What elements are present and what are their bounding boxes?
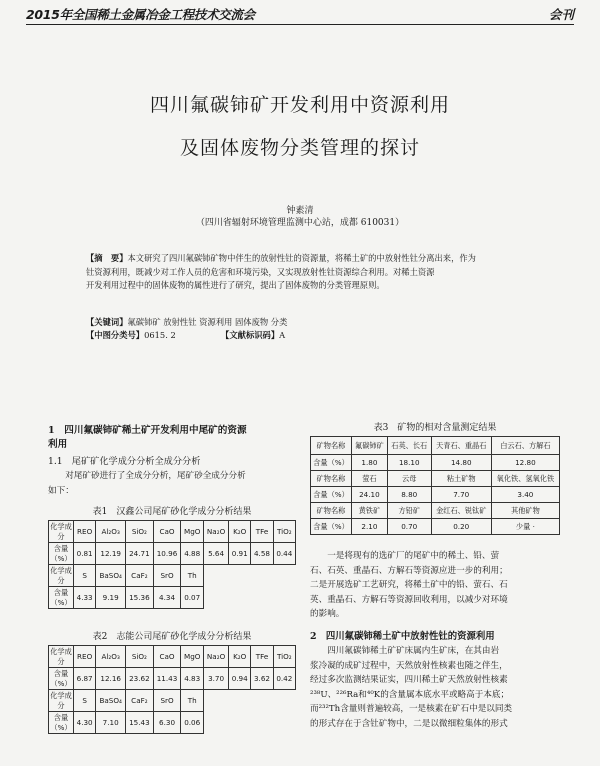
table1-cell (204, 565, 229, 587)
table3-cell: 7.70 (431, 487, 491, 503)
table2-cell: 3.62 (251, 668, 273, 690)
table1-cell: 5.64 (204, 543, 229, 565)
table2-cell: 含量（%） (50, 668, 72, 688)
table2-cell: SrO (153, 690, 181, 712)
abstract-line2: 钍资源利用，既减少对工作人员的危害和环境污染，又实现放射性钍资源综合利用。对稀土资源 (86, 266, 435, 277)
table1-cell: Th (181, 565, 204, 587)
table2-cell (251, 690, 273, 712)
table2-cell (273, 690, 295, 712)
table3-row (311, 487, 560, 503)
table1 (48, 520, 296, 609)
table1-cell: 含量（%） (50, 587, 72, 607)
table2-cell: TFe (251, 646, 273, 668)
table3-cell: 12.80 (491, 455, 559, 471)
table2-cell: TiO₂ (273, 646, 295, 668)
table1-cell (229, 565, 251, 587)
table1-row (49, 521, 296, 543)
table3-cell: 石英、长石 (387, 437, 431, 455)
table3-cell: 14.80 (431, 455, 491, 471)
table2-cell: 0.06 (181, 712, 204, 734)
table3-cell: 其他矿物 (491, 503, 559, 519)
table1-cell: CaO (153, 521, 181, 543)
table1-cell: TiO₂ (273, 521, 295, 543)
section1-heading: 1 四川氟碳铈矿稀土矿开发利用中尾矿的资源 (48, 425, 247, 436)
table2-cell: REO (74, 646, 96, 668)
section2-body (310, 644, 560, 732)
table1-cell: 4.58 (251, 543, 273, 565)
table1-row (49, 587, 296, 609)
table3-cell: 黄铁矿 (352, 503, 388, 519)
table3-cell: 含量（%） (311, 487, 352, 503)
left-column (48, 424, 296, 734)
table2-row (49, 646, 296, 668)
table2-row (49, 668, 296, 690)
table3-caption: 表3 矿物的相对含量测定结果 (373, 423, 497, 433)
table3-cell: 天青石、重晶石 (431, 437, 491, 455)
table2-cell: 4.30 (74, 712, 96, 734)
table3-cell: 0.70 (387, 519, 431, 535)
right-column (310, 414, 560, 732)
table2-cell (204, 690, 229, 712)
right-paragraph (310, 549, 560, 622)
table1-cell: SrO (153, 565, 181, 587)
table3-cell: 0.20 (431, 519, 491, 535)
table1-cell: 4.88 (181, 543, 204, 565)
table3-cell: 18.10 (387, 455, 431, 471)
table1-cell: REO (74, 521, 96, 543)
table2-cell (273, 712, 295, 734)
table3-cell: 矿物名称 (311, 471, 352, 487)
table2-cell (229, 712, 251, 734)
section2-line5: 而²³²Th含量则普遍较高，一是核素在矿石中是以同类 (310, 704, 513, 715)
table2-cell: Th (181, 690, 204, 712)
table1-cell: BaSO₄ (96, 565, 126, 587)
keywords-block (86, 316, 526, 342)
table2-cell: 化学成分 (50, 646, 72, 666)
running-header (0, 0, 600, 28)
table1-cell: TFe (251, 521, 273, 543)
header-conference-name: 2015年全国稀土金属冶金工程技术交流会 (26, 7, 255, 22)
table1-cell (229, 587, 251, 609)
table1-cell: MgO (181, 521, 204, 543)
table3-row (311, 455, 560, 471)
table2-cell: 7.10 (96, 712, 126, 734)
table2-cell: SiO₂ (126, 646, 154, 668)
table1-cell (251, 587, 273, 609)
table1-cell: 4.34 (153, 587, 181, 609)
paper-title-line2: 及固体废物分类管理的探讨 (179, 137, 420, 159)
table1-cell: K₂O (229, 521, 251, 543)
table2-cell: 15.43 (126, 712, 154, 734)
table1-cell: SiO₂ (126, 521, 154, 543)
table3-cell: 3.40 (491, 487, 559, 503)
table3-cell: 氧化铁、氢氧化铁 (491, 471, 559, 487)
section1-para-cont: 如下： (48, 485, 74, 496)
table2-cell: Al₂O₃ (96, 646, 126, 668)
table1-cell (204, 587, 229, 609)
table1-cell: 15.36 (126, 587, 154, 609)
table1-cell: 24.71 (126, 543, 154, 565)
table2-cell: 11.43 (153, 668, 181, 690)
table2-row (49, 712, 296, 734)
table3-cell: 金红石、锐钛矿 (431, 503, 491, 519)
table2-cell (251, 712, 273, 734)
table2-cell: K₂O (229, 646, 251, 668)
section2-line1: 四川氟碳铈稀土矿矿床属内生矿床，在其由岩 (327, 645, 500, 656)
table1-cell: CaF₂ (126, 565, 154, 587)
table3-cell: 含量（%） (311, 455, 352, 471)
table2-cell: 4.83 (181, 668, 204, 690)
abstract-line3: 开发利用过程中的固体废物的属性进行了研究，提出了固体废物的分类管理原则。 (86, 280, 385, 290)
keywords: 【关键词】氟碳铈矿 放射性钍 资源利用 固体废物 分类 (86, 317, 288, 327)
table1-cell: 0.07 (181, 587, 204, 609)
table1-cell (251, 565, 273, 587)
table3-cell: 萤石 (352, 471, 388, 487)
table2-cell: 0.42 (273, 668, 295, 690)
table2-row (49, 690, 296, 712)
table2-cell (204, 712, 229, 734)
table2-cell: 12.16 (96, 668, 126, 690)
abstract-line1: 【摘 要】本文研究了四川氟碳铈矿物中伴生的放射性钍的资源量，将稀土矿的中放射性钍分离出来，作为 (86, 253, 476, 263)
table1-cell (273, 587, 295, 609)
table3 (310, 436, 560, 535)
table1-row (49, 543, 296, 565)
table2-cell: 23.62 (126, 668, 154, 690)
paper-title-line1: 四川氟碳铈矿开发利用中资源利用 (149, 94, 450, 116)
section2-heading: 2 四川氟碳铈稀土矿中放射性钍的资源利用 (310, 630, 495, 642)
table1-cell: 10.96 (153, 543, 181, 565)
table3-cell: 粘土矿物 (431, 471, 491, 487)
header-rule (26, 24, 574, 25)
table2-caption: 表2 志能公司尾矿砂化学成分分析结果 (92, 632, 252, 642)
table1-cell: 0.81 (74, 543, 96, 565)
table2-cell: 6.30 (153, 712, 181, 734)
table3-row (311, 437, 560, 455)
right-para-line4: 英、重晶石、方解石等资源回收利用，以减少对环境 (310, 594, 508, 605)
section2-line2: 浆冷凝的成矿过程中，天然放射性核素也随之伴生， (310, 660, 508, 671)
section2-line3: 经过多次监测结果证实，四川稀土矿天然放射性核素 (310, 675, 508, 686)
right-para-line2: 石、石英、重晶石、方解石等资源应进一步的利用； (310, 565, 508, 576)
table1-cell: 4.33 (74, 587, 96, 609)
right-para-line5: 的影响。 (310, 609, 345, 620)
table1-cell: Na₂O (204, 521, 229, 543)
table3-cell: 氟碳铈矿 (352, 437, 388, 455)
table2-cell: 3.70 (204, 668, 229, 690)
section1-para: 对尾矿砂进行了全成分分析，尾矿砂全成分分析 (65, 471, 246, 481)
table3-row (311, 519, 560, 535)
table3-cell: 白云石、方解石 (491, 437, 559, 455)
table1-caption: 表1 汉鑫公司尾矿砂化学成分分析结果 (92, 507, 252, 517)
table2-cell: 含量（%） (50, 712, 72, 732)
table2-cell: Na₂O (204, 646, 229, 668)
table1-cell: 0.44 (273, 543, 295, 565)
classification: 【中图分类号】0615. 2 【文献标识码】A (86, 330, 286, 340)
section2-line6: 的形式存在于含钍矿物中，二是以微细粒集体的形式 (310, 718, 508, 729)
header-section-label: 会刊 (548, 7, 574, 22)
table1-cell: 9.19 (96, 587, 126, 609)
table1-cell: Al₂O₃ (96, 521, 126, 543)
section1-heading-cont: 利用 (48, 439, 68, 450)
table3-cell: 方铅矿 (387, 503, 431, 519)
table2-cell: BaSO₄ (96, 690, 126, 712)
table2-cell: 化学成分 (50, 690, 72, 710)
table3-row (311, 471, 560, 487)
right-para-line1: 一是将现有的选矿厂的尾矿中的稀土、铅、萤 (327, 551, 500, 561)
table2-cell (229, 690, 251, 712)
table1-cell: 12.19 (96, 543, 126, 565)
table3-cell: 云母 (387, 471, 431, 487)
table1-cell (273, 565, 295, 587)
abstract (86, 252, 526, 293)
table3-row (311, 503, 560, 519)
author-name: 钟素清 (286, 206, 314, 216)
table1-cell: S (74, 565, 96, 587)
table1-cell: 化学成分 (50, 521, 72, 541)
right-para-line3: 二是开展选矿工艺研究，将稀土矿中的铅、萤石、石 (310, 580, 508, 591)
table3-cell: 含量（%） (311, 519, 352, 535)
section2-line4: ²³⁸U、²²⁶Ra和⁴⁰K的含量属本底水平或略高于本底； (310, 689, 510, 700)
table1-cell: 化学成分 (50, 565, 72, 585)
table2-cell: MgO (181, 646, 204, 668)
table3-cell: 少量 · (491, 519, 559, 535)
table3-cell: 矿物名称 (311, 437, 352, 455)
table3-cell: 2.10 (352, 519, 388, 535)
table2-cell: CaO (153, 646, 181, 668)
table3-cell: 1.80 (352, 455, 388, 471)
abstract-label: 【摘 要】 (86, 253, 128, 263)
table3-cell: 8.80 (387, 487, 431, 503)
table2-cell: 0.94 (229, 668, 251, 690)
table3-cell: 矿物名称 (311, 503, 352, 519)
table2 (48, 645, 296, 734)
table1-cell: 含量（%） (50, 543, 72, 563)
author-affiliation: （四川省辐射环境管理监测中心站，成都 610031） (195, 218, 405, 228)
table2-cell: S (74, 690, 96, 712)
table3-cell: 24.10 (352, 487, 388, 503)
table2-cell: CaF₂ (126, 690, 154, 712)
section1-1-heading: 1.1 尾矿矿化学成分分析全成分分析 (48, 456, 201, 467)
table1-row (49, 565, 296, 587)
table2-cell: 6.87 (74, 668, 96, 690)
table1-cell: 0.91 (229, 543, 251, 565)
